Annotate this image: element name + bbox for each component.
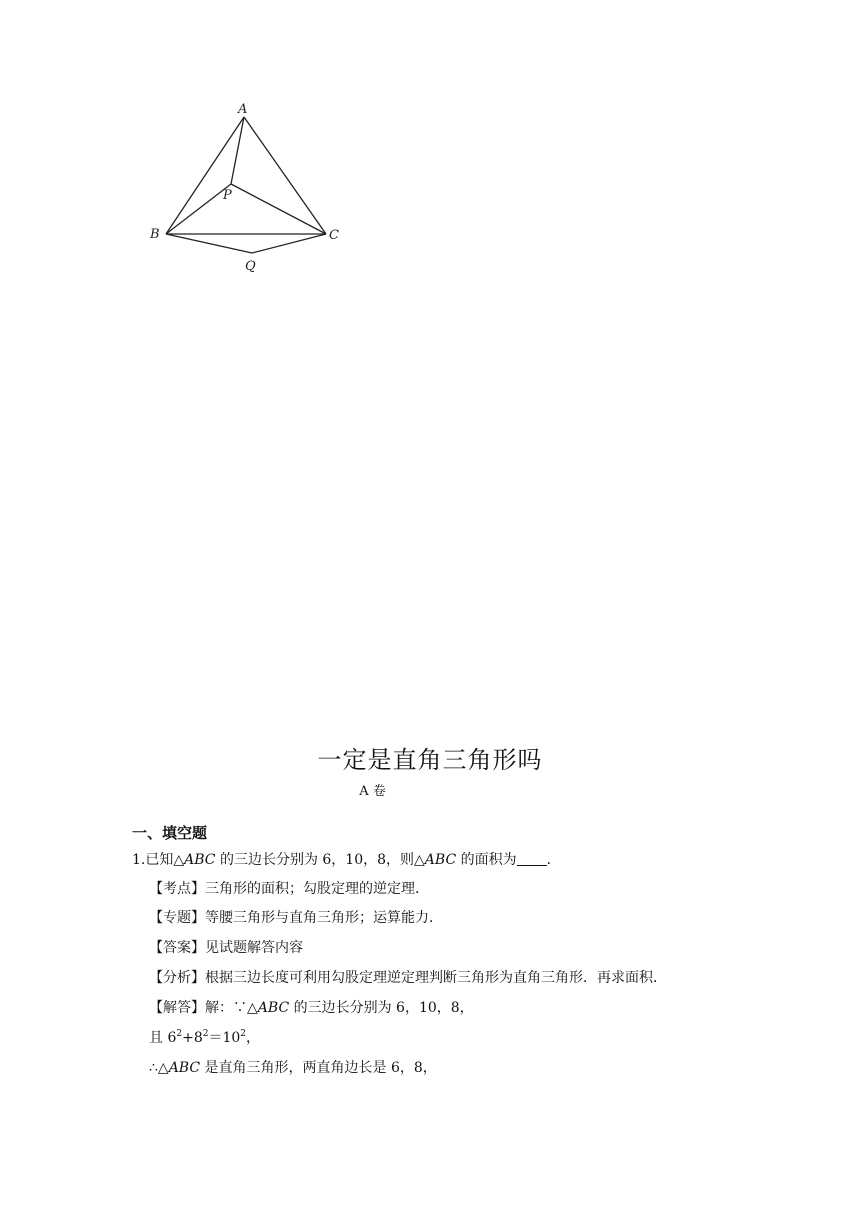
segment-bp — [166, 184, 231, 234]
kaodian-tag: 【考点】 — [149, 881, 205, 897]
kaodian-line — [149, 878, 429, 898]
segment-cp — [231, 184, 326, 234]
zhuanti-text: 等腰三角形与直角三角形；运算能力． — [205, 910, 443, 926]
step3-post: 是直角三角形，两直角边长是 6，8， — [200, 1060, 437, 1076]
jieda-post: 的三边长分别为 6，10，8， — [289, 1000, 474, 1016]
step-2-line — [149, 1027, 260, 1047]
zhuanti-line — [149, 907, 443, 927]
segment-bq — [166, 234, 252, 253]
answer-blank — [517, 851, 547, 866]
geometry-figure — [140, 95, 360, 280]
step-3-line — [149, 1057, 437, 1077]
step3-abc: ABC — [168, 1060, 201, 1076]
step2-exp3: 2 — [240, 1029, 247, 1039]
jieda-pre: 解：∵△ — [205, 1000, 258, 1016]
segment-ac — [244, 117, 326, 234]
question-abc-2: ABC — [424, 852, 457, 868]
label-a: A — [238, 102, 248, 117]
fenxi-tag: 【分析】 — [149, 970, 205, 986]
section-heading: 一、填空题 — [132, 824, 208, 842]
zhuanti-tag: 【专题】 — [149, 910, 205, 926]
step2-c: ＝10 — [208, 1030, 241, 1046]
jieda-tag: 【解答】 — [149, 1000, 205, 1016]
question-end: ． — [546, 852, 561, 868]
step2-exp2: 2 — [202, 1029, 209, 1039]
fenxi-text: 根据三边长度可利用勾股定理逆定理判断三角形为直角三角形．再求面积． — [205, 970, 667, 986]
segment-cq — [252, 234, 326, 253]
fenxi-line — [149, 967, 667, 987]
question-abc: ABC — [184, 852, 216, 868]
step3-pre: ∴△ — [149, 1060, 169, 1076]
step2-d: ， — [246, 1030, 261, 1046]
triangle-diagram — [140, 95, 360, 280]
question-prefix: 1.已知△ — [132, 852, 185, 868]
jieda-abc: ABC — [257, 1000, 290, 1016]
kaodian-text: 三角形的面积；勾股定理的逆定理． — [205, 881, 429, 897]
daan-line — [149, 937, 303, 957]
label-c: C — [329, 228, 339, 243]
daan-tag: 【答案】 — [149, 940, 205, 956]
daan-text: 见试题解答内容 — [205, 940, 303, 956]
jieda-line — [149, 997, 474, 1017]
label-q: Q — [245, 259, 256, 274]
step2-b: +8 — [182, 1030, 203, 1046]
page-title: 一定是直角三角形吗 — [317, 746, 543, 774]
question-1 — [132, 849, 561, 869]
question-mid: 的三边长分别为 6，10，8，则△ — [215, 852, 425, 868]
label-b: B — [150, 227, 160, 242]
step2-exp1: 2 — [176, 1029, 183, 1039]
label-p: P — [223, 188, 232, 203]
question-suffix: 的面积为 — [456, 852, 517, 868]
paper-subtitle: A 卷 — [359, 784, 386, 799]
step2-a: 且 6 — [149, 1030, 177, 1046]
